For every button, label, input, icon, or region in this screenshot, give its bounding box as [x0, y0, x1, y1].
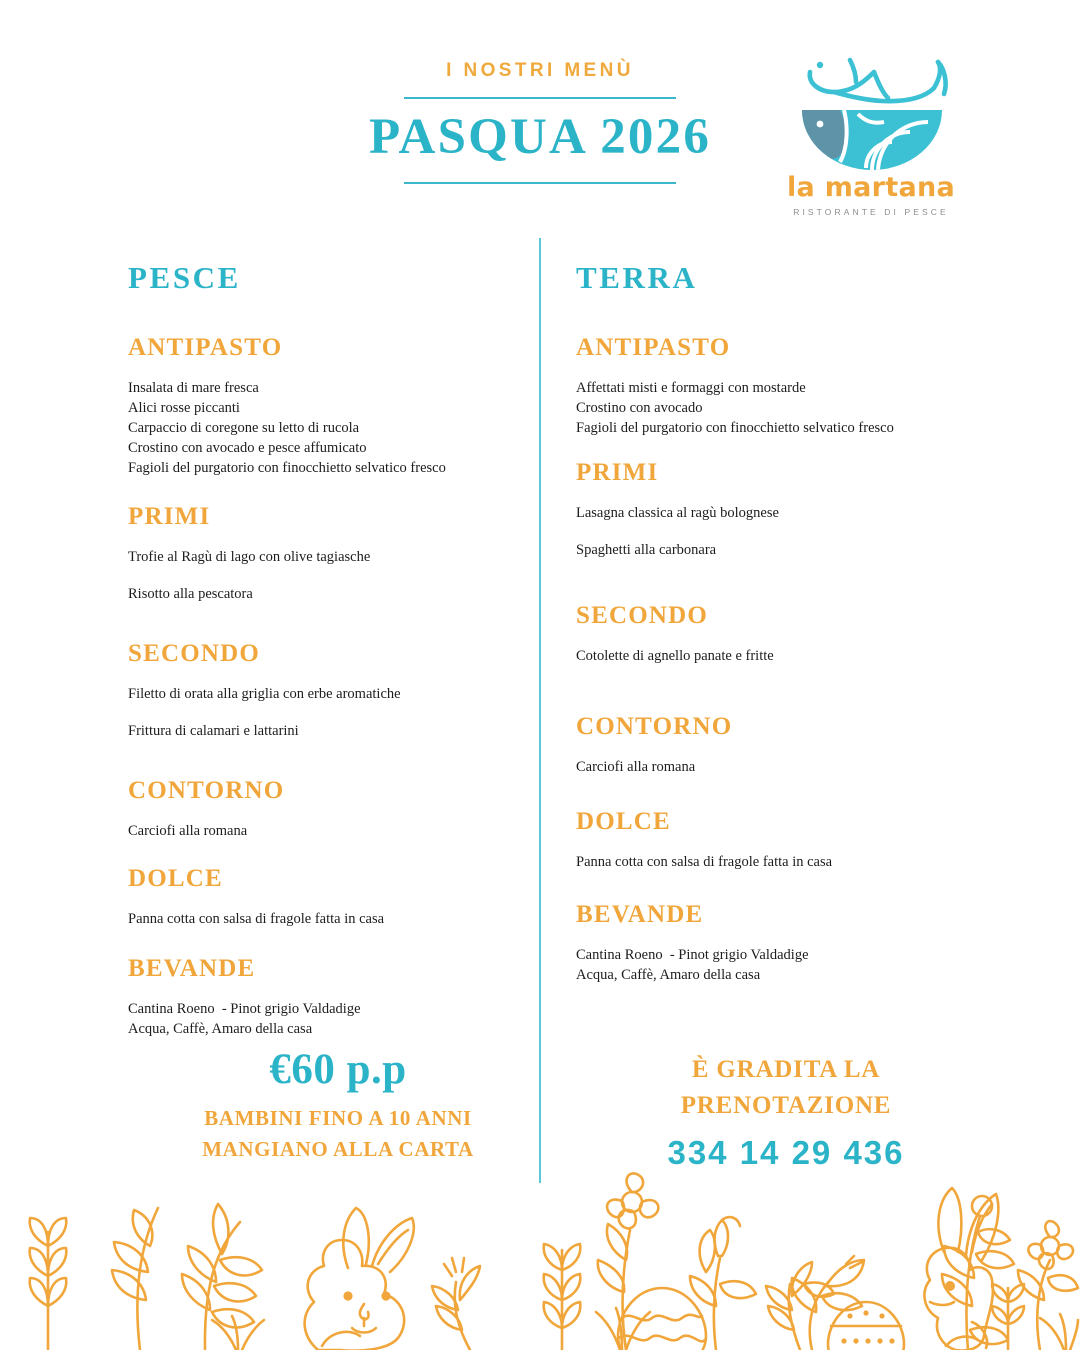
section-heading: PRIMI: [128, 503, 211, 530]
price-note: [128, 1103, 548, 1164]
leafy-branch-icon: [544, 1244, 581, 1350]
section-heading: ANTIPASTO: [576, 334, 731, 361]
reservation-phone[interactable]: 334 14 29 436: [667, 1134, 905, 1171]
price-note-line-2: MANGIANO ALLA CARTA: [202, 1136, 474, 1161]
menu-item: Cantina Roeno - Pinot grigio Valdadige: [576, 947, 809, 963]
menu-section-primi: [128, 504, 548, 604]
easter-egg-icon: [618, 1288, 706, 1350]
menu-item: Alici rosse piccanti: [128, 400, 240, 416]
section-items: [576, 945, 996, 985]
menu-item: Affettati misti e formaggi con mostarde: [576, 380, 806, 396]
flower-icon: [1018, 1221, 1078, 1350]
leafy-branch-icon: [766, 1262, 834, 1350]
bunny-icon: [305, 1208, 414, 1350]
reservation-line-1: È GRADITA LA: [691, 1056, 881, 1083]
menu-item: Acqua, Caffè, Amaro della casa: [128, 1021, 313, 1037]
menu-section-antipasto: [128, 335, 548, 478]
menu-section-contorno: [576, 714, 996, 777]
section-heading: CONTORNO: [128, 777, 285, 804]
menu-section-primi: [576, 460, 996, 560]
leafy-branch-icon: [182, 1204, 262, 1350]
menu-item: Fagioli del purgatorio con finocchietto selvatico fresco: [576, 420, 894, 436]
menu-item: Filetto di orata alla griglia con erbe aromatiche: [128, 686, 401, 702]
section-items: [576, 503, 996, 560]
flower-icon: [598, 1173, 659, 1350]
section-items: [128, 821, 548, 841]
easter-footer-illustration: [0, 1160, 1080, 1350]
section-heading: PRIMI: [576, 459, 659, 486]
leafy-branch-icon: [30, 1218, 67, 1350]
fish-bowl-icon: [800, 108, 944, 170]
price-note-line-1: BAMBINI FINO A 10 ANNI: [204, 1106, 472, 1131]
grass-tuft-icon: [596, 1308, 650, 1350]
menu-item: Fagioli del purgatorio con finocchietto selvatico fresco: [128, 460, 446, 476]
header-rule-bottom: [404, 182, 676, 184]
menu-item: Risotto alla pescatora: [128, 586, 253, 602]
menu-item: Insalata di mare fresca: [128, 380, 259, 396]
menu-section-contorno: [128, 778, 548, 841]
section-items: [128, 684, 548, 741]
logo-wordmark: la martana: [786, 172, 956, 203]
section-heading: CONTORNO: [576, 713, 733, 740]
restaurant-logo: [778, 52, 964, 217]
column-title: TERRA: [576, 260, 698, 295]
section-items: [128, 999, 548, 1039]
section-items: [128, 909, 548, 929]
reservation-block: [576, 1052, 996, 1171]
menu-section-dolce: [576, 809, 996, 872]
section-heading: DOLCE: [576, 808, 671, 835]
easter-egg-icon: [827, 1302, 905, 1350]
menu-section-secondo: [128, 641, 548, 741]
section-heading: BEVANDE: [576, 901, 704, 928]
menu-item: Frittura di calamari e lattarini: [128, 723, 299, 739]
menu-item: Cantina Roeno - Pinot grigio Valdadige: [128, 1001, 361, 1017]
reservation-line-2: PRENOTAZIONE: [680, 1091, 892, 1119]
section-items: [576, 852, 996, 872]
menu-section-secondo: [576, 603, 996, 666]
menu-item: Cotolette di agnello panate e fritte: [576, 648, 774, 664]
section-items: [128, 378, 548, 478]
menu-item: Crostino con avocado: [576, 400, 703, 416]
header: [0, 0, 1080, 230]
price-block: [128, 1047, 548, 1164]
section-items: [576, 757, 996, 777]
menu-column-pesce: [128, 262, 548, 1039]
reservation-text: [576, 1052, 996, 1123]
logo-tagline: RISTORANTE DI PESCE: [793, 207, 949, 217]
leafy-branch-icon: [112, 1208, 158, 1350]
menu-item: Panna cotta con salsa di fragole fatta in casa: [128, 911, 385, 927]
menu-section-bevande: [128, 956, 548, 1039]
flower-icon: [690, 1217, 756, 1350]
section-heading: SECONDO: [576, 602, 709, 629]
menu-item: Carciofi alla romana: [128, 823, 248, 839]
menu-item: Crostino con avocado e pesce affumicato: [128, 440, 367, 456]
bunny-icon: [924, 1188, 998, 1350]
section-items: [576, 378, 996, 438]
column-sections: [576, 335, 996, 985]
section-items: [576, 646, 996, 666]
section-items: [128, 547, 548, 604]
menu-section-bevande: [576, 902, 996, 985]
grass-tuft-icon: [212, 1316, 264, 1350]
menu-item: Carpaccio di coregone su letto di rucola: [128, 420, 360, 436]
menu-item: Spaghetti alla carbonara: [576, 542, 717, 558]
page-title: PASQUA 2026: [368, 108, 712, 165]
leafy-branch-icon: [792, 1256, 864, 1350]
price-amount: €60 p.p: [269, 1046, 407, 1093]
logo-mark: [778, 52, 964, 172]
section-heading: BEVANDE: [128, 955, 256, 982]
menu-section-dolce: [128, 866, 548, 929]
leafy-branch-icon: [432, 1258, 480, 1350]
header-titles: [330, 60, 750, 184]
leafy-branch-icon: [942, 1196, 1014, 1350]
leafy-branch-icon: [992, 1284, 1024, 1350]
column-sections: [128, 335, 548, 1039]
menu-column-terra: [576, 262, 996, 985]
menu-item: Panna cotta con salsa di fragole fatta in casa: [576, 854, 833, 870]
menu-item: Carciofi alla romana: [576, 759, 696, 775]
section-heading: SECONDO: [128, 640, 261, 667]
column-title: PESCE: [128, 260, 241, 295]
menu-section-antipasto: [576, 335, 996, 438]
menu-item: Acqua, Caffè, Amaro della casa: [576, 967, 761, 983]
grass-tuft-icon: [1040, 1314, 1078, 1350]
menu-kicker: I NOSTRI MENÙ: [446, 60, 634, 81]
menu-item: Lasagna classica al ragù bolognese: [576, 505, 779, 521]
section-heading: DOLCE: [128, 865, 223, 892]
header-rule-top: [404, 97, 676, 99]
section-heading: ANTIPASTO: [128, 334, 283, 361]
menu-item: Trofie al Ragù di lago con olive tagiasche: [128, 549, 371, 565]
